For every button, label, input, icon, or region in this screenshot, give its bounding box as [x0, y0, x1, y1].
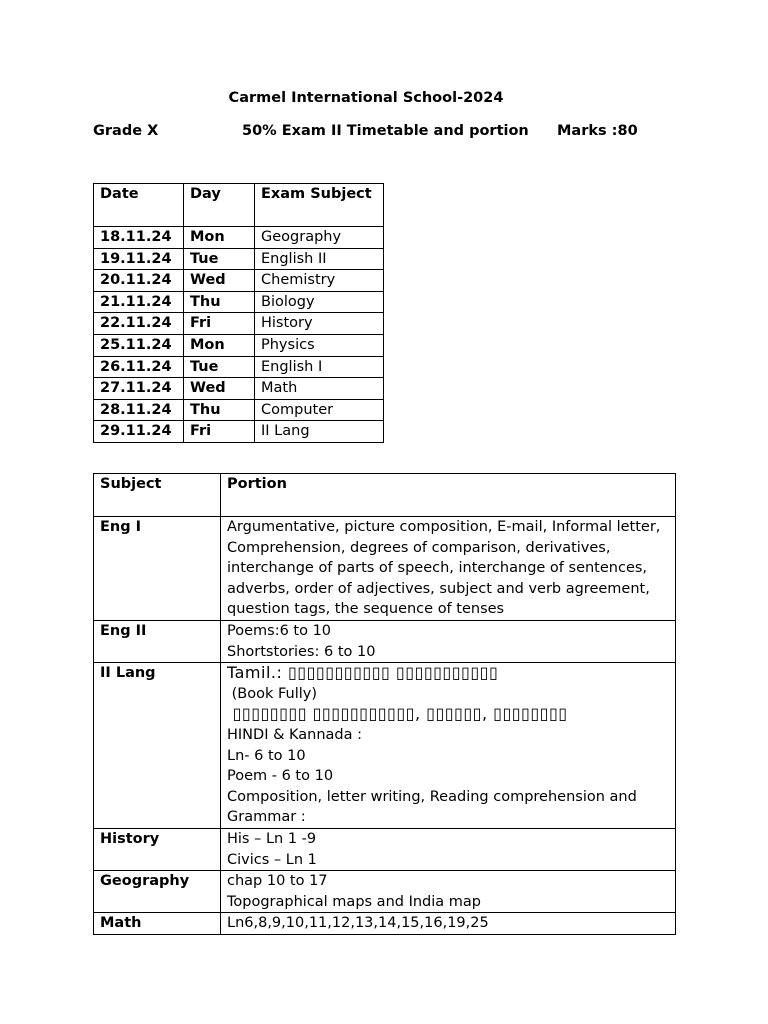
portion-line: Poems:6 to 10	[227, 622, 332, 639]
portion-line: Ln- 6 to 10	[227, 747, 306, 764]
portion-subject: Eng II	[94, 620, 221, 662]
exam-day: Wed	[184, 270, 255, 292]
exam-subject: Physics	[255, 334, 384, 356]
portion-row	[94, 620, 676, 662]
exam-date: 20.11.24	[94, 270, 184, 292]
header-portion: Portion	[221, 474, 676, 517]
exam-day: Mon	[184, 227, 255, 249]
header-date: Date	[94, 184, 184, 227]
exam-label: 50% Exam II Timetable and portion	[242, 123, 529, 139]
portion-table	[93, 473, 676, 935]
exam-day: Tue	[184, 248, 255, 270]
portion-line: ▯▯▯▯▯▯▯▯ ▯▯▯▯▯▯▯▯▯▯▯, ▯▯▯▯▯▯, ▯▯▯▯▯▯▯▯	[227, 704, 568, 724]
timetable-row	[94, 270, 384, 292]
portion-header-row	[94, 474, 676, 517]
exam-day: Fri	[184, 313, 255, 335]
portion-line: (Book Fully)	[227, 685, 317, 702]
portion-subject: II Lang	[94, 663, 221, 829]
portion-line: Argumentative, picture composition, E-mail, Informal letter,	[227, 519, 661, 535]
header-exam-subject: Exam Subject	[255, 184, 384, 227]
exam-day: Thu	[184, 399, 255, 421]
timetable-row	[94, 291, 384, 313]
portion-content	[221, 663, 676, 829]
timetable-row	[94, 334, 384, 356]
exam-subject: English II	[255, 248, 384, 270]
exam-subject: Biology	[255, 291, 384, 313]
timetable-table	[93, 183, 384, 443]
portion-line: chap 10 to 17	[227, 873, 328, 890]
exam-date: 21.11.24	[94, 291, 184, 313]
portion-content	[221, 913, 676, 935]
exam-date: 26.11.24	[94, 356, 184, 378]
portion-subject: History	[94, 828, 221, 870]
portion-body	[94, 474, 676, 935]
portion-content	[221, 517, 676, 621]
exam-date: 25.11.24	[94, 334, 184, 356]
portion-row	[94, 828, 676, 870]
portion-row	[94, 871, 676, 913]
exam-day: Tue	[184, 356, 255, 378]
portion-line: Tamil.: ▯▯▯▯▯▯▯▯▯▯▯ ▯▯▯▯▯▯▯▯▯▯▯	[227, 663, 499, 683]
exam-subject: History	[255, 313, 384, 335]
exam-date: 19.11.24	[94, 248, 184, 270]
portion-content	[221, 871, 676, 913]
portion-subject: Geography	[94, 871, 221, 913]
portion-row	[94, 663, 676, 829]
exam-day: Wed	[184, 378, 255, 400]
portion-row	[94, 913, 676, 935]
portion-row	[94, 517, 676, 621]
exam-day: Thu	[184, 291, 255, 313]
timetable-row	[94, 313, 384, 335]
portion-line: Grammar :	[227, 809, 306, 826]
portion-line: interchange of parts of speech, interchange of sentences,	[227, 560, 648, 577]
timetable-row	[94, 421, 384, 443]
header-day: Day	[184, 184, 255, 227]
portion-line: Topographical maps and India map	[227, 893, 481, 910]
timetable-header-row	[94, 184, 384, 227]
portion-line: Shortstories: 6 to 10	[227, 643, 376, 660]
portion-line: Civics – Ln 1	[227, 851, 317, 868]
exam-date: 27.11.24	[94, 378, 184, 400]
exam-date: 29.11.24	[94, 421, 184, 443]
document-title: Carmel International School-2024	[228, 90, 504, 106]
exam-subject: Chemistry	[255, 270, 384, 292]
timetable-row	[94, 399, 384, 421]
portion-content	[221, 828, 676, 870]
portion-line: HINDI & Kannada :	[227, 726, 362, 743]
timetable-row	[94, 227, 384, 249]
portion-line: Composition, letter writing, Reading comprehension and	[227, 788, 637, 805]
exam-subject: II Lang	[255, 421, 384, 443]
marks-label: Marks :80	[557, 123, 638, 139]
exam-day: Fri	[184, 421, 255, 443]
portion-line: His – Ln 1 -9	[227, 830, 317, 847]
portion-subject: Math	[94, 913, 221, 935]
exam-subject: Computer	[255, 399, 384, 421]
exam-date: 28.11.24	[94, 399, 184, 421]
portion-line: adverbs, order of adjectives, subject and verb agreement,	[227, 580, 650, 597]
portion-line: Comprehension, degrees of comparison, derivatives,	[227, 539, 611, 556]
timetable-body	[94, 184, 384, 443]
portion-line: Ln6,8,9,10,11,12,13,14,15,16,19,25	[227, 915, 489, 932]
exam-header	[0, 120, 768, 142]
exam-date: 22.11.24	[94, 313, 184, 335]
exam-date: 18.11.24	[94, 227, 184, 249]
timetable-row	[94, 248, 384, 270]
portion-line: question tags, the sequence of tenses	[227, 601, 505, 618]
portion-content	[221, 620, 676, 662]
timetable-row	[94, 356, 384, 378]
exam-subject: English I	[255, 356, 384, 378]
exam-subject: Math	[255, 378, 384, 400]
portion-line: Poem - 6 to 10	[227, 768, 334, 785]
portion-subject: Eng I	[94, 517, 221, 621]
exam-subject: Geography	[255, 227, 384, 249]
exam-day: Mon	[184, 334, 255, 356]
timetable-row	[94, 378, 384, 400]
header-subject: Subject	[94, 474, 221, 517]
grade-label: Grade X	[93, 123, 159, 139]
